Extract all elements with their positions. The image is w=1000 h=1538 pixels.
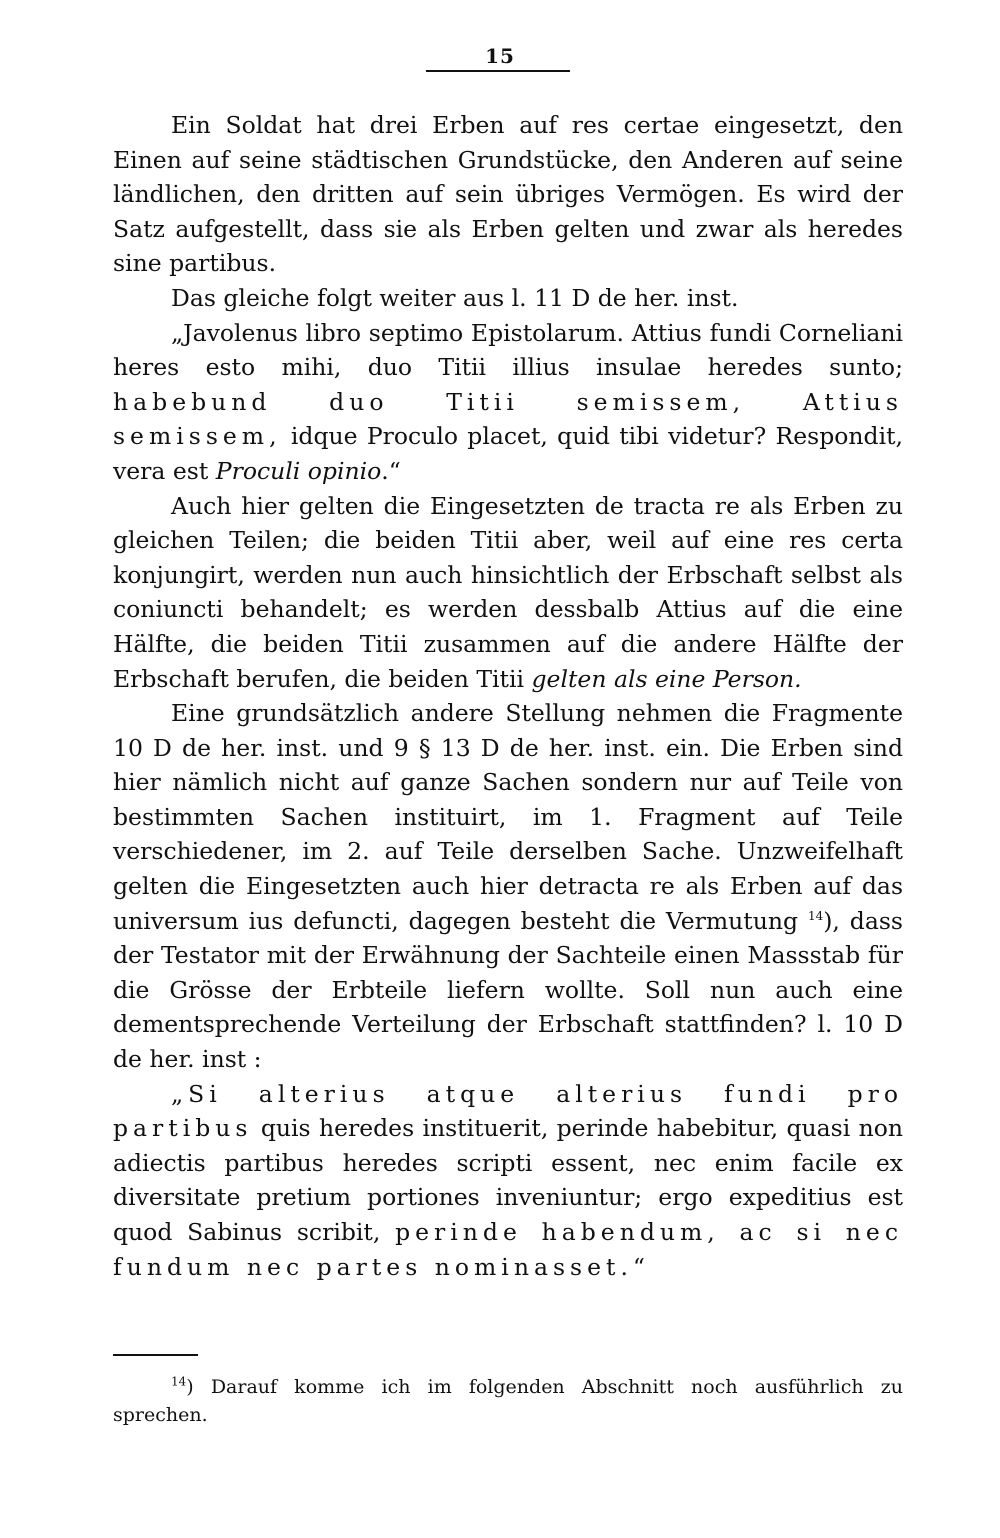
footnote [113, 1373, 903, 1429]
quote-text: quis heredes instituerit, perinde habebitur, quasi non adiectis partibus heredes scripti essent, nec enim facile ex diversitate pretium portiones inveniuntur; ergo expeditius est quod Sabinus scribit, [113, 1114, 903, 1246]
footnote-text: ) Darauf komme ich im folgenden Abschnitt noch ausführlich zu sprechen. [113, 1376, 903, 1426]
body-text [113, 108, 903, 1284]
paragraph-fragments [113, 696, 903, 1077]
quote-text: idque Proculo placet, quid tibi videtur? Respondit, vera est [113, 422, 903, 485]
paragraph-equal-shares [113, 489, 903, 697]
paragraph-text: Eine grundsätzlich andere Stellung nehmen die Fragmente 10 D de her. inst. und 9 § 13 D de her. inst. ein. Die Erben sind hier nämlich nicht auf ganze Sachen sondern nur auf Teile von bestimmten Sachen instituirt, im 1. Fragment auf Teile verschiedener, im 2. auf Teile derselben Sache. Unzweifelhaft gelten die Eingesetzten auch hier detracta re als Erben auf das universum ius defuncti, dagegen besteht die Vermutung [113, 699, 903, 935]
quote-emphasis: habebund duo Titii semissem, Attius semissem, [113, 387, 903, 451]
header-rule [426, 70, 570, 72]
paragraph-italic: gelten als eine Person. [531, 664, 802, 693]
quote-emphasis: „Si alterius atque alterius fundi pro partibus [113, 1079, 903, 1143]
quote-italic: Proculi opinio [215, 456, 382, 485]
paragraph-text: Auch hier gelten die Eingesetzten de tracta re als Erben zu gleichen Teilen; die beiden Titii aber, weil auf eine res certa konjungirt, werden nun auch hinsichtlich der Erbschaft selbst als coniuncti behandelt; es werden dessbalb Attius auf die eine Hälfte, die beiden Titii zusammen auf die andere Hälfte der Erbschaft berufen, die beiden Titii [113, 491, 903, 693]
paragraph-si-alterius-quote [113, 1077, 903, 1285]
paragraph-javolenus-quote [113, 316, 903, 489]
paragraph-text: ), dass der Testator mit der Erwähnung der Sachteile einen Massstab für die Grösse der Erbteile liefern wollte. Soll nun auch eine dementsprechende Verteilung der Erbschaft stattfinden? l. 10 D de her. inst : [113, 906, 903, 1074]
paragraph-same-follows: Das gleiche folgt weiter aus l. 11 D de her. inst. [171, 283, 739, 312]
quote-text: “ [632, 1252, 645, 1281]
quote-emphasis: perinde habendum, ac si nec fundum nec partes nominasset. [113, 1218, 903, 1281]
footnote-rule [113, 1354, 198, 1356]
quote-text: „Javolenus libro septimo Epistolarum. Attius fundi Corneliani heres esto mihi, duo Titii illius insulae heredes sunto; [113, 318, 903, 382]
paragraph-soldier-heirs: Ein Soldat hat drei Erben auf res certae eingesetzt, den Einen auf seine städtischen Grundstücke, den Anderen auf seine ländlichen, den dritten auf sein übriges Vermögen. Es wird der Satz aufgestellt, dass sie als Erben gelten und zwar als heredes sine partibus. [113, 111, 903, 278]
footnote-reference: 14 [807, 908, 824, 923]
page-number: 15 [485, 44, 515, 68]
footnote-mark: 14 [171, 1374, 187, 1389]
quote-text: .“ [381, 456, 401, 485]
